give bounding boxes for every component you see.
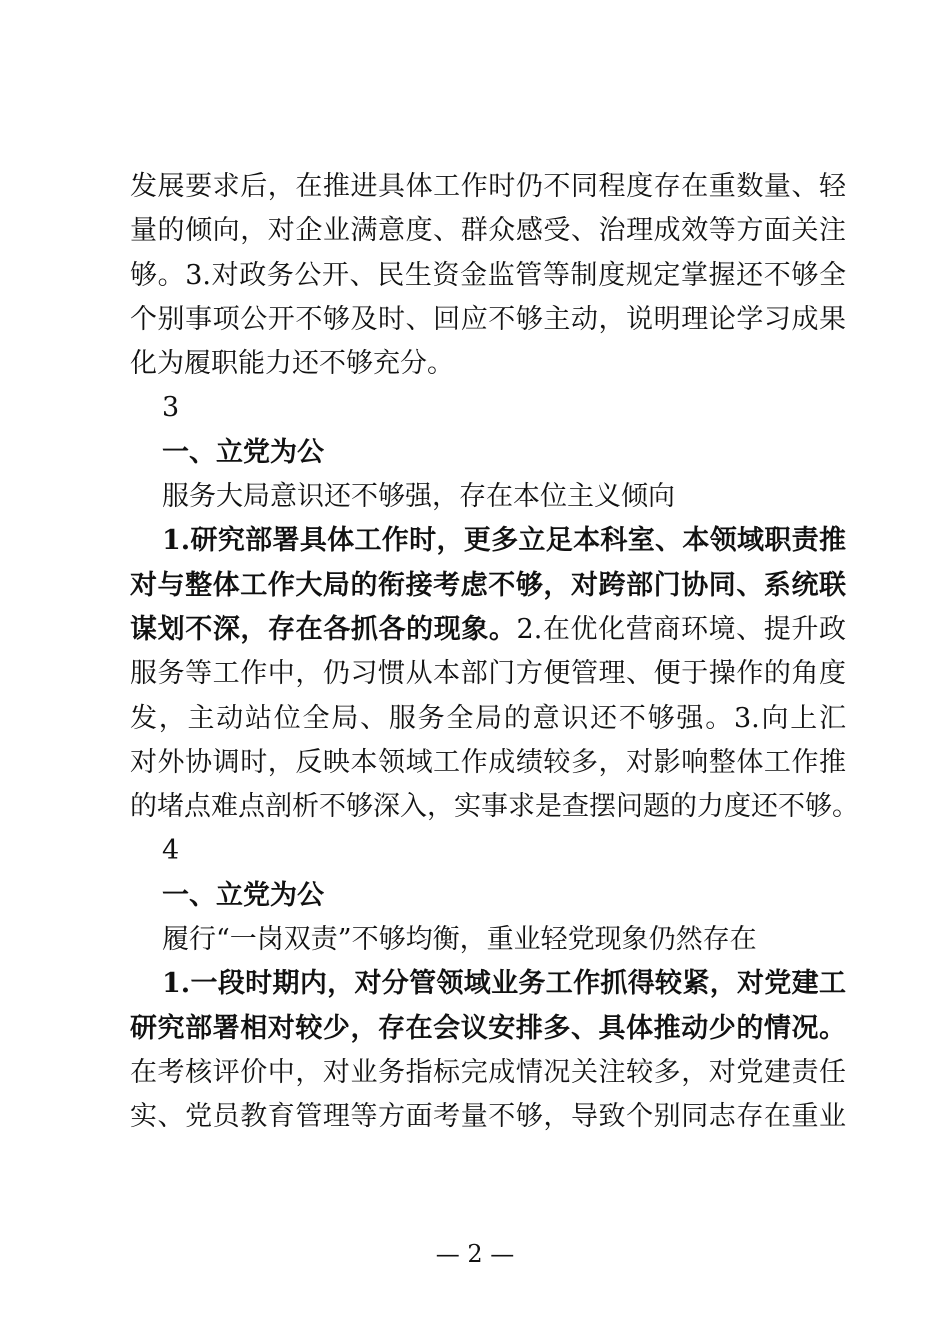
text-line (130, 829, 846, 873)
text-segment: 履行“一岗双责”不够均衡，重业轻党现象仍然存在 (162, 924, 757, 956)
text-line (130, 918, 846, 962)
text-line (130, 165, 846, 209)
document-body (130, 165, 859, 1140)
text-segment: 量的倾向，对企业满意度、群众感受、治理成效等方面关注 (130, 215, 846, 247)
text-line (130, 475, 846, 519)
text-line (130, 697, 846, 741)
text-segment: 服务大局意识还不够强，存在本位主义倾向 (162, 481, 675, 513)
text-segment: 发，主动站位全局、服务全局的意识还不够强。3.向上汇 (130, 702, 846, 734)
text-segment: 2.在优化营商环境、提升政 (516, 613, 846, 645)
text-line (130, 785, 859, 829)
text-segment: 服务等工作中，仍习惯从本部门方便管理、便于操作的角度 (130, 658, 846, 690)
text-line (130, 1095, 846, 1139)
bold-text-segment: 一、立党为公 (162, 879, 324, 911)
bold-text-segment: 研究部署相对较少，存在会议安排多、具体推动少的情况。 (130, 1012, 846, 1044)
bold-text-segment: 1.一段时期内，对分管领域业务工作抓得较紧，对党建工 (162, 968, 846, 1000)
text-line (130, 431, 846, 475)
text-line (130, 298, 846, 342)
page-number: — 2 — (435, 1240, 515, 1268)
text-segment: 对外协调时，反映本领域工作成绩较多，对影响整体工作推 (130, 746, 846, 778)
text-line (130, 608, 846, 652)
text-segment: 化为履职能力还不够充分。 (130, 348, 454, 380)
text-line (130, 386, 846, 430)
text-segment: 3 (162, 392, 180, 424)
text-line (130, 342, 846, 386)
text-segment: 4 (162, 835, 180, 867)
text-line (130, 962, 846, 1006)
text-segment: 在考核评价中，对业务指标完成情况关注较多，对党建责任 (130, 1056, 846, 1088)
text-segment: 的堵点难点剖析不够深入，实事求是查摆问题的力度还不够。 (130, 791, 859, 823)
text-line (130, 652, 846, 696)
text-segment: 发展要求后，在推进具体工作时仍不同程度存在重数量、轻 (130, 171, 846, 202)
text-line (130, 874, 846, 918)
text-line (130, 209, 846, 253)
text-line (130, 254, 846, 298)
bold-text-segment: 对与整体工作大局的衔接考虑不够，对跨部门协同、系统联 (130, 569, 846, 601)
text-segment: 个别事项公开不够及时、回应不够主动，说明理论学习成果 (130, 303, 846, 335)
text-segment: 实、党员教育管理等方面考量不够，导致个别同志存在重业 (130, 1101, 846, 1133)
text-line (130, 1007, 846, 1051)
bold-text-segment: 谋划不深，存在各抓各的现象。 (130, 613, 517, 645)
text-segment: 够。3.对政务公开、民生资金监管等制度规定掌握还不够全 (130, 259, 846, 291)
text-line (130, 741, 846, 785)
bold-text-segment: 一、立党为公 (162, 436, 324, 468)
text-line (130, 564, 846, 608)
text-line (130, 519, 846, 563)
text-line (130, 1051, 846, 1095)
bold-text-segment: 1.研究部署具体工作时，更多立足本科室、本领域职责推 (162, 525, 846, 557)
